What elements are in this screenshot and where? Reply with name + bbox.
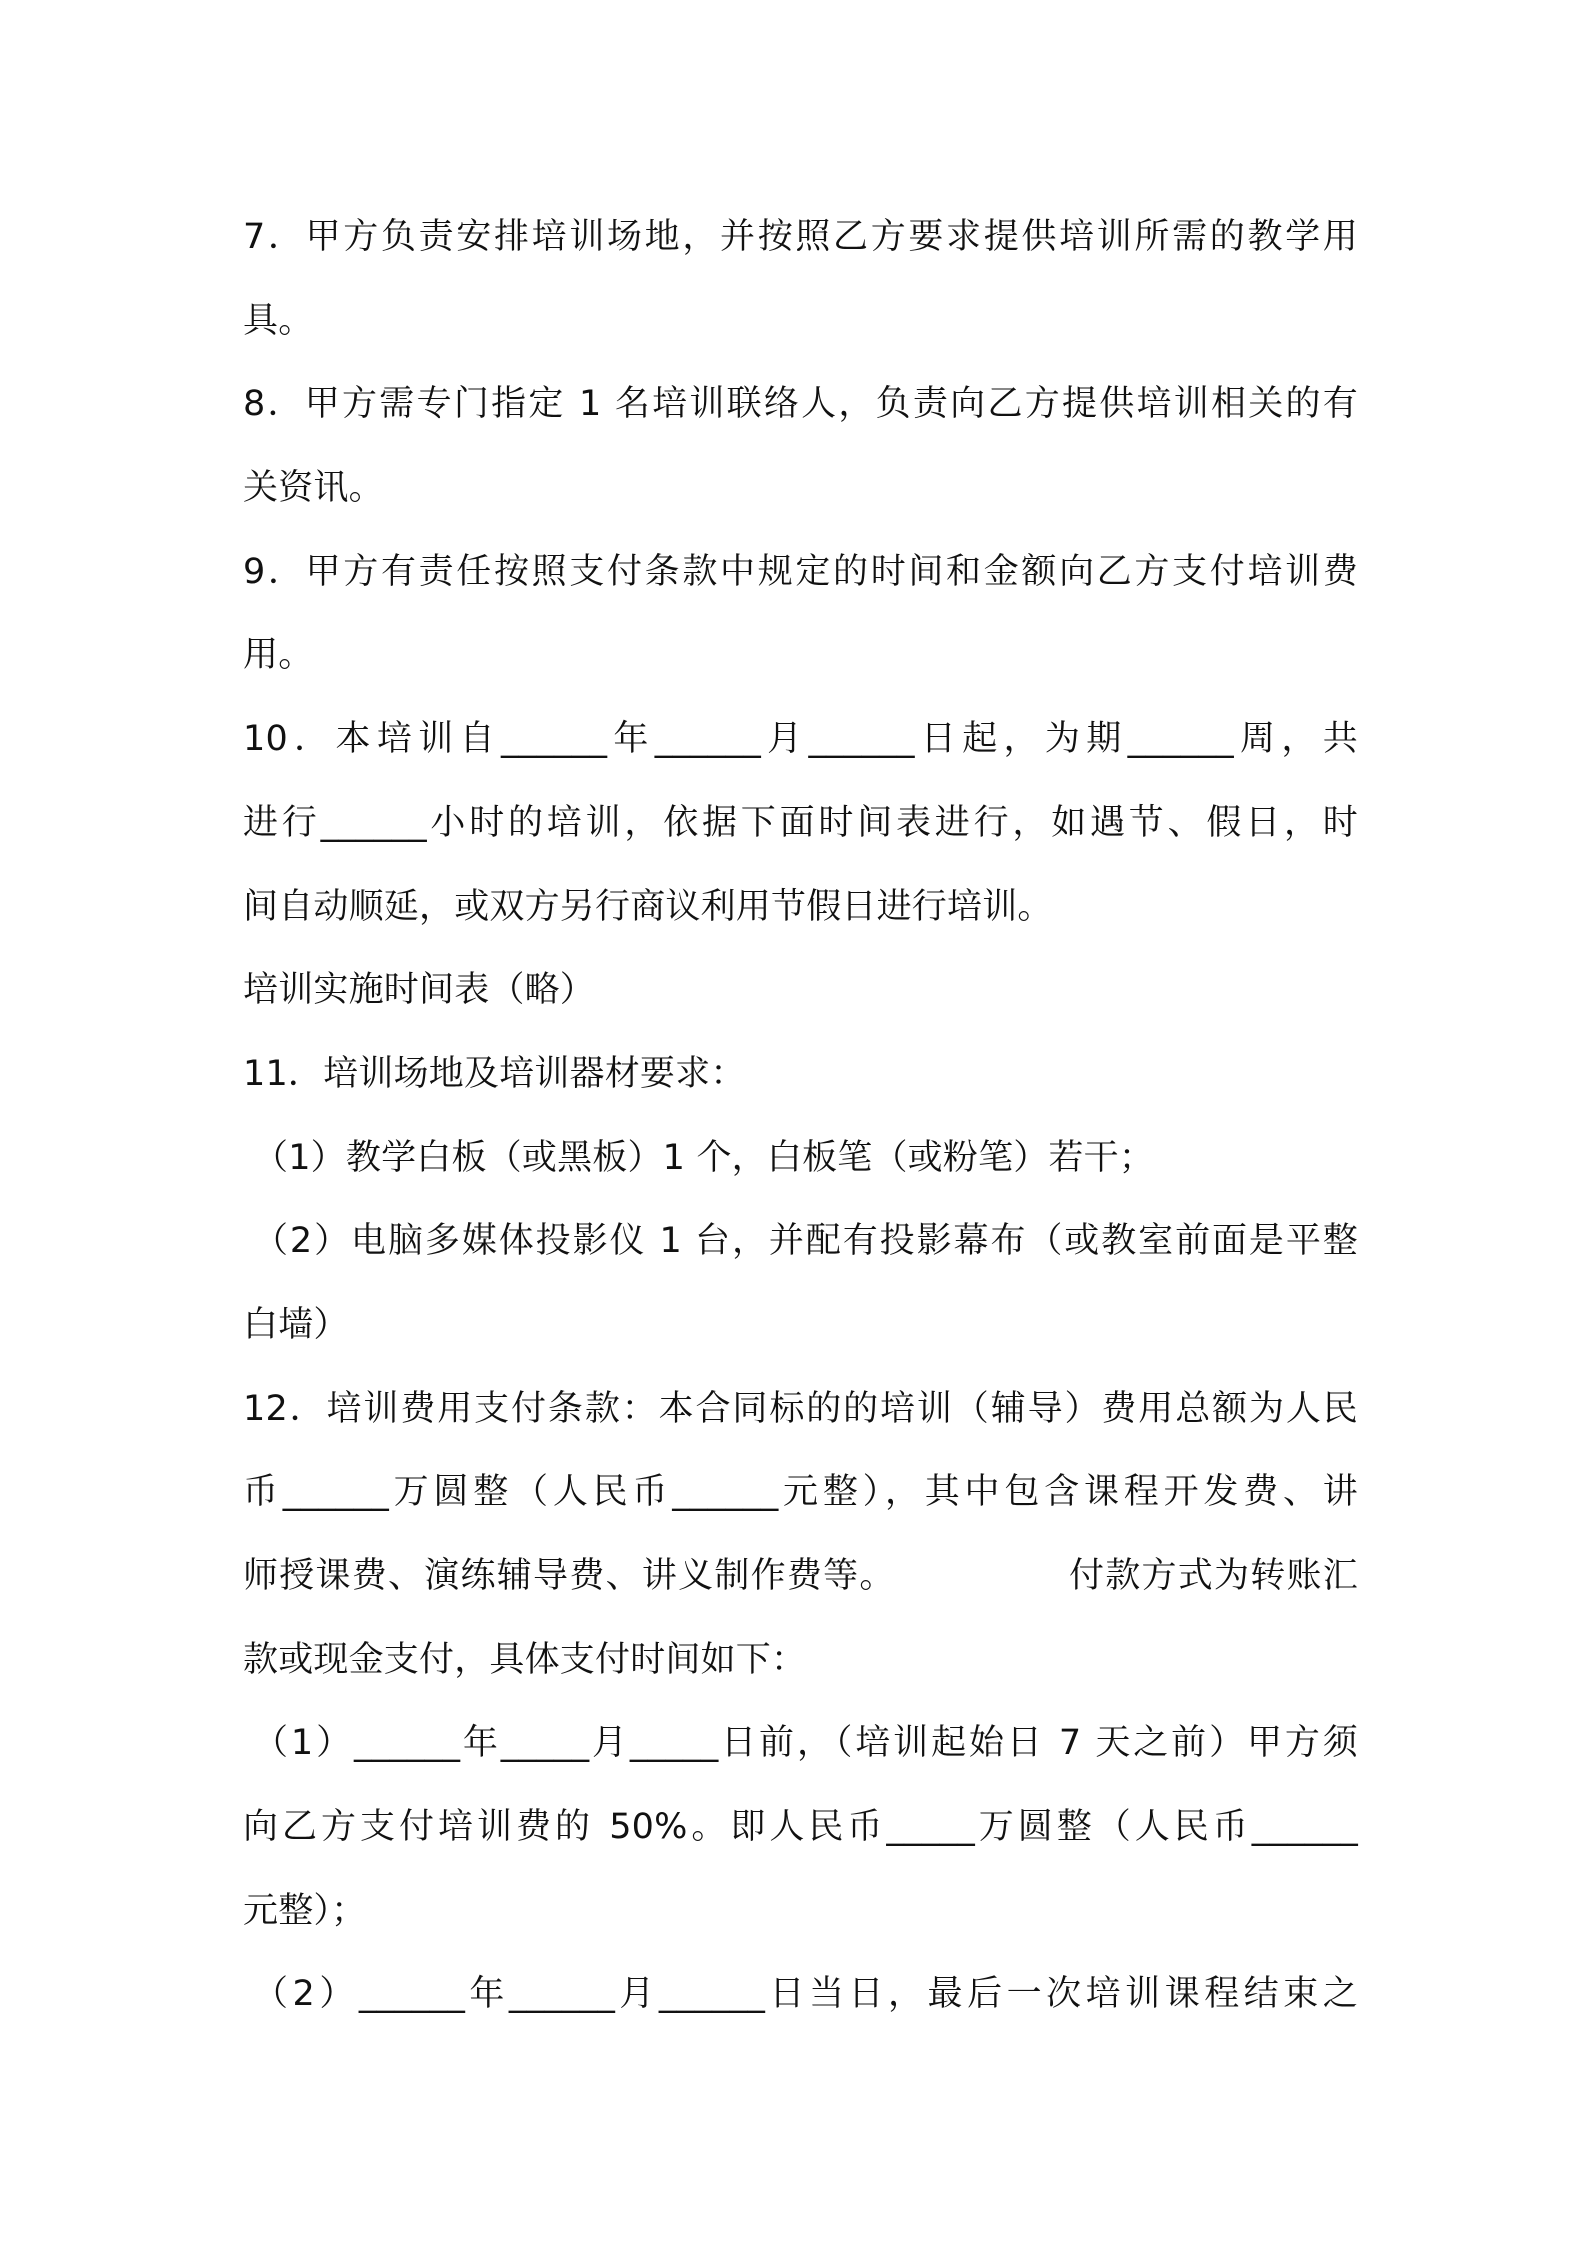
clause-10-line-3: 间自动顺延，或双方另行商议利用节假日进行培训。	[243, 886, 1053, 927]
clause-12-line-1: 12．培训费用支付条款：本合同标的的培训（辅导）费用总额为人民	[243, 1388, 1358, 1429]
payment-1-line-2: 向乙方支付培训费的 50%。即人民币_____万圆整（人民币______	[243, 1807, 1358, 1848]
clause-12-line-2: 币______万圆整（人民币______元整），其中包含课程开发费、讲	[243, 1472, 1358, 1513]
clause-7-line-1: 7．甲方负责安排培训场地，并按照乙方要求提供培训所需的教学用	[243, 217, 1358, 257]
clause-11-item-2-line-2: 白墙）	[243, 1304, 349, 1345]
clause-11-item-2-line-1: （2）电脑多媒体投影仪 1 台，并配有投影幕布（或教室前面是平整	[253, 1221, 1358, 1262]
clause-12-line-3: 师授课费、演练辅导费、讲义制作费等。 付款方式为转账汇	[243, 1556, 1358, 1596]
clause-10-line-2: 进行______小时的培训，依据下面时间表进行，如遇节、假日，时	[243, 802, 1358, 843]
clause-9-line-1: 9．甲方有责任按照支付条款中规定的时间和金额向乙方支付培训费	[243, 551, 1358, 592]
clause-8-line-1: 8．甲方需专门指定 1 名培训联络人，负责向乙方提供培训相关的有	[243, 384, 1358, 425]
clause-10-line-1: 10．本培训自______年______月______日起，为期______周，共	[243, 719, 1358, 760]
clause-8-line-2: 关资讯。	[243, 468, 384, 509]
clause-7-line-2: 具。	[243, 300, 314, 341]
document-body	[243, 196, 1358, 2037]
clause-11-item-1: （1）教学白板（或黑板）1 个，白板笔（或粉笔）若干；	[253, 1137, 1155, 1178]
payment-1-line-1: （1）______年_____月_____日前，（培训起始日 7 天之前）甲方须	[253, 1723, 1358, 1764]
clause-9-line-2: 用。	[243, 635, 314, 676]
clause-11-heading: 11．培训场地及培训器材要求：	[243, 1053, 746, 1094]
clause-12-line-4: 款或现金支付，具体支付时间如下：	[243, 1639, 807, 1680]
payment-2-line-1: （2）______年______月______日当日，最后一次培训课程结束之	[253, 1974, 1358, 2015]
schedule-note: 培训实施时间表（略）	[243, 970, 596, 1011]
payment-1-line-3: 元整）；	[243, 1890, 367, 1931]
